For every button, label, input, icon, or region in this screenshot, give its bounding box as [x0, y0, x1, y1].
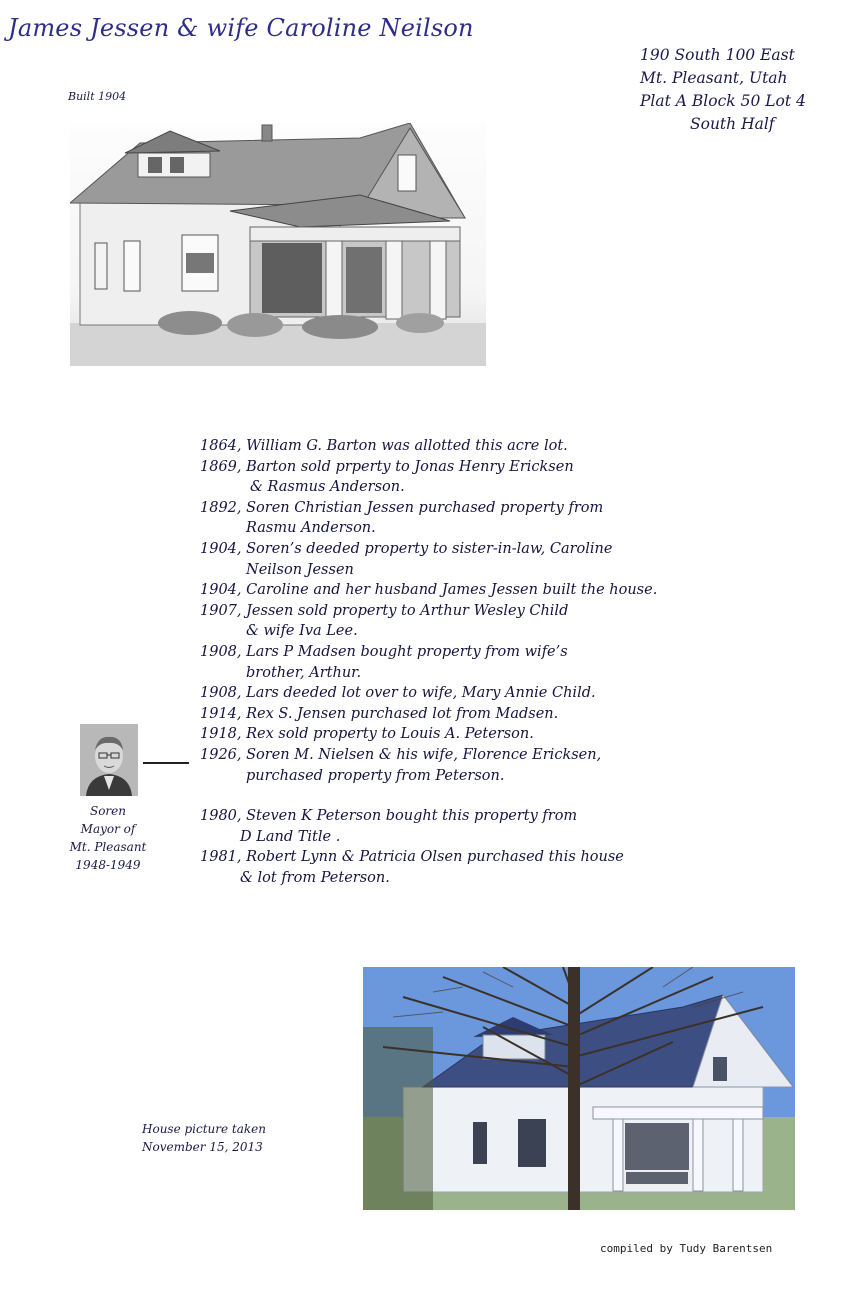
address-city: Mt. Pleasant, Utah	[640, 69, 788, 87]
portrait-caption-role: Mayor of	[80, 822, 136, 836]
photo-caption	[142, 1120, 266, 1156]
history-line: 1914, Rex S. Jensen purchased lot from Madsen.	[200, 705, 559, 722]
history-line: 1864, William G. Barton was allotted this acre lot.	[200, 438, 568, 454]
history-line-cont: D Land Title .	[240, 828, 341, 845]
history-line: 1907, Jessen sold property to Arthur Wesley Child	[200, 602, 569, 619]
history-line: 1981, Robert Lynn & Patricia Olsen purchased this house	[200, 849, 624, 866]
history-entry	[200, 539, 720, 580]
history-line: 1908, Lars P Madsen bought property from wife’s	[200, 643, 568, 660]
history-line-cont: & wife Iva Lee.	[246, 623, 358, 640]
history-entry	[200, 457, 720, 498]
historic-house-photo	[70, 123, 486, 366]
portrait-caption	[50, 802, 166, 874]
history-entry	[200, 436, 720, 457]
history-entry	[200, 580, 720, 601]
history-line: 1904, Soren’s deeded property to sister-in-law, Caroline	[200, 540, 613, 557]
history-line-cont: purchased property from Peterson.	[246, 767, 505, 784]
address-portion: South Half	[690, 115, 775, 133]
history-line: 1980, Steven K Peterson bought this property from	[200, 808, 578, 825]
portrait-caption-years: 1948-1949	[75, 858, 141, 872]
history-line-cont: Rasmu Anderson.	[246, 520, 376, 537]
history-entry	[200, 498, 720, 539]
history-line-cont: brother, Arthur.	[246, 664, 362, 681]
history-line: 1908, Lars deeded lot over to wife, Mary Annie Child.	[200, 685, 596, 702]
address-plat: Plat A Block 50 Lot 4	[640, 92, 806, 110]
history-line: 1892, Soren Christian Jessen purchased property from	[200, 499, 604, 516]
history-line-cont: & Rasmus Anderson.	[250, 479, 405, 496]
soren-portrait-photo	[80, 724, 138, 796]
history-line: 1926, Soren M. Nielsen & his wife, Florence Ericksen,	[200, 746, 602, 763]
history-line: 1869, Barton sold prperty to Jonas Henry Ericksen	[200, 458, 574, 475]
history-line-cont: & lot from Peterson.	[240, 869, 390, 886]
address-street: 190 South 100 East	[640, 46, 795, 64]
compiled-by-credit: compiled by Tudy Barentsen	[600, 1242, 773, 1255]
history-entry	[200, 745, 720, 786]
history-line: 1918, Rex sold property to Louis A. Peterson.	[200, 726, 534, 743]
history-entry	[200, 601, 720, 642]
photo-caption-date: November 15, 2013	[142, 1140, 263, 1154]
history-entry	[200, 724, 720, 745]
history-line-cont: Neilson Jessen	[246, 561, 354, 578]
ownership-history	[200, 436, 720, 888]
photo-caption-line: House picture taken	[142, 1122, 267, 1136]
built-year: Built 1904	[68, 90, 127, 103]
history-spacer	[200, 786, 720, 806]
history-entry	[200, 704, 720, 725]
portrait-caption-name: Soren	[89, 804, 126, 818]
address-block	[640, 44, 850, 136]
history-line: 1904, Caroline and her husband James Jessen built the house.	[200, 582, 658, 599]
history-entry	[200, 847, 720, 888]
portrait-caption-town: Mt. Pleasant	[69, 840, 147, 854]
connector-line	[143, 762, 189, 764]
history-entry	[200, 683, 720, 704]
modern-house-photo	[363, 967, 795, 1210]
history-entry	[200, 642, 720, 683]
history-entry	[200, 806, 720, 847]
page-title: James Jessen & wife Caroline Neilson	[8, 14, 474, 42]
